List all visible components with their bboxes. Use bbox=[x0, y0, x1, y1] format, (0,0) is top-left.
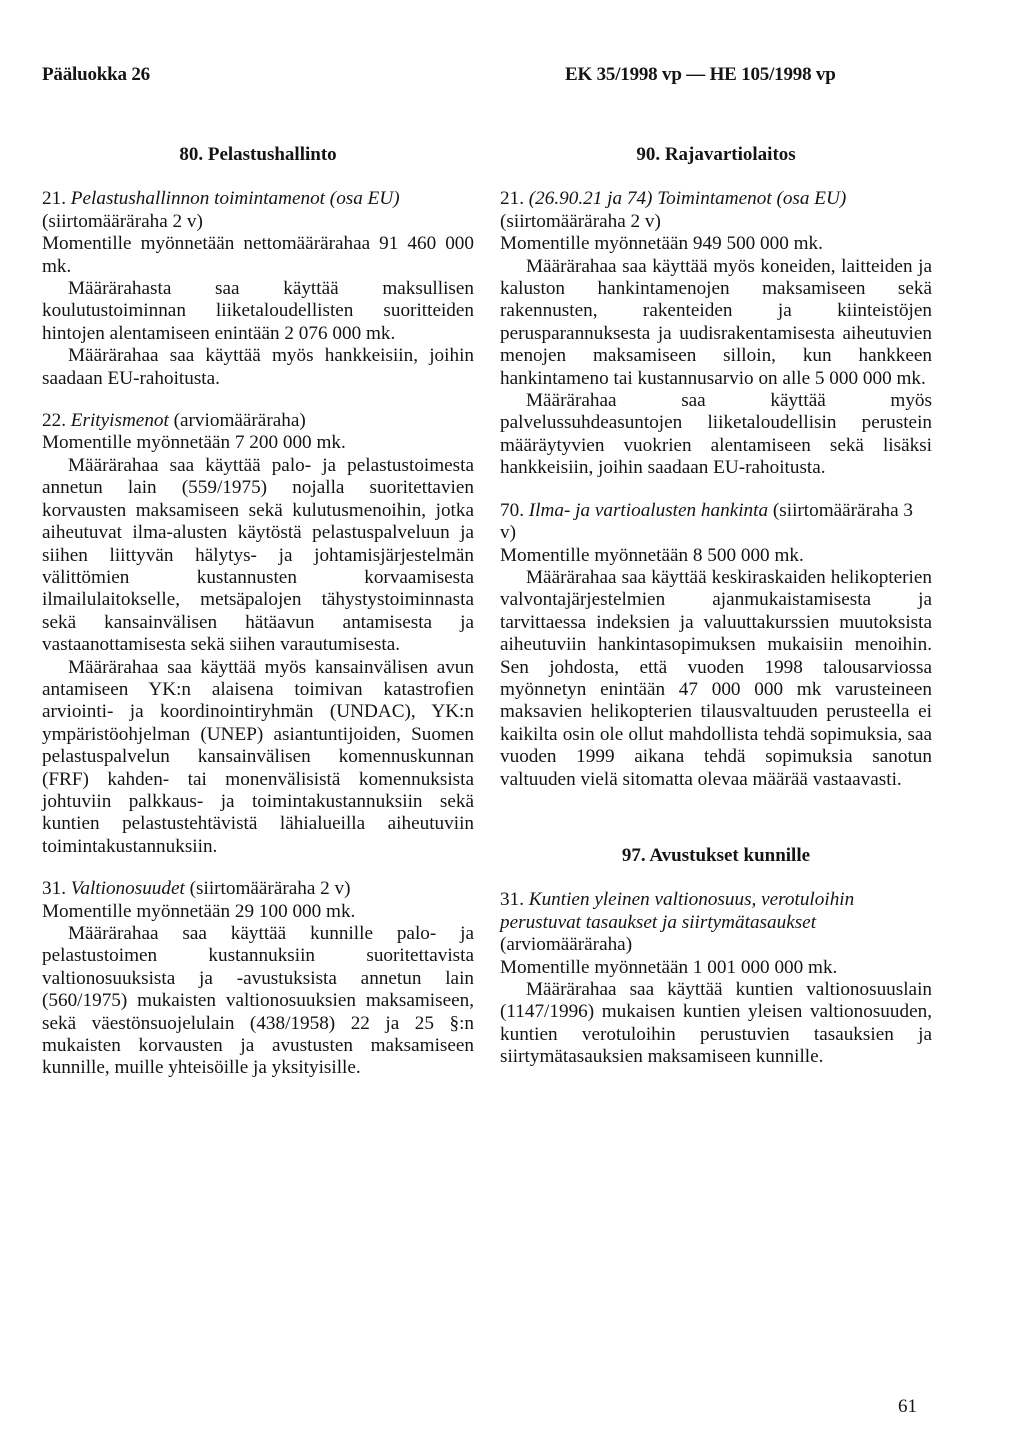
item-kind: (siirtomääräraha 2 v) bbox=[189, 878, 351, 900]
item-name: Kuntien yleinen valtionosuus, verotuloihin perustuvat tasaukset ja siirtymätasaukset bbox=[500, 889, 855, 933]
item-title bbox=[42, 878, 474, 900]
item-97-31 bbox=[500, 889, 932, 1068]
paragraph: Määrärahaa saa käyttää myös koneiden, laitteiden ja kaluston hankintamenojen maksamiseen sekä rakennusten, rakenteiden ja kiinteistöjen perusparannuksesta ja uudisrakentamisesta aiheutuvien menojen maksamiseen silloin, kun hankkeen hankintameno tai kustannusarvio on alle 5 000 000 mk. bbox=[500, 255, 932, 389]
running-head-left: Pääluokka 26 bbox=[42, 64, 150, 85]
item-name: Erityismenot bbox=[70, 410, 169, 432]
appropriation: Momentille myönnetään 8 500 000 mk. bbox=[500, 544, 804, 566]
paragraph: Määrärahaa saa käyttää kunnille palo- ja pelastustoimen kustannuksiin suoritettavista valtionosuuksista ja -avustuksista annetun lain (560/1975) mukaisten valtionosuuksien maksamiseen, sekä väestönsuojelulain (438/1958) 22 ja 25 §:n mukaisten korvausten ja avustusten maksamiseen kunnille, muille yhteisöille ja yksityisille. bbox=[42, 923, 474, 1079]
item-title bbox=[500, 500, 932, 545]
item-number: 31. bbox=[500, 889, 524, 911]
item-number: 21. bbox=[500, 188, 524, 210]
left-column bbox=[42, 144, 474, 1100]
paragraph: Määrärahasta saa käyttää maksullisen koulutustoiminnan liiketaloudellisten suoritteiden hintojen alentamiseen enintään 2 076 000 mk. bbox=[42, 278, 474, 344]
item-number: 21. bbox=[42, 188, 66, 210]
running-head-right: EK 35/1998 vp — HE 105/1998 vp bbox=[565, 64, 836, 85]
item-title bbox=[500, 889, 932, 956]
paragraph: Määrärahaa saa käyttää myös palvelussuhdeasuntojen liiketaloudellisin perustein määräytyvien vuokrien alentamiseen sekä lisäksi hankkeisiin, joihin saadaan EU-rahoitusta. bbox=[500, 390, 932, 479]
item-title bbox=[42, 188, 474, 233]
item-80-22 bbox=[42, 410, 474, 858]
paragraph: Määrärahaa saa käyttää palo- ja pelastustoimesta annetun lain (559/1975) nojalla suoritettavien korvausten maksamiseen sekä kulutusmenoihin, jotka aiheutuvat ilma-alusten käytöstä pelastuspalveluun ja siihen liittyvän hälytys- ja johtamisjärjestelmän välittömien kustannusten korvaamisesta ilmailulaitokselle, metsäpalojen tähystystoiminnasta sekä kansainvälisen hätäavun antamisesta ja vastaanottamisesta sekä siihen varautumisesta. bbox=[42, 454, 474, 656]
appropriation: Momentille myönnetään nettomäärärahaa 91 460 000 mk. bbox=[42, 233, 474, 277]
section-heading-90: 90. Rajavartiolaitos bbox=[636, 144, 796, 165]
item-number: 31. bbox=[42, 878, 66, 900]
item-80-21 bbox=[42, 188, 474, 390]
item-title bbox=[500, 188, 932, 233]
item-name: (26.90.21 ja 74) Toimintamenot bbox=[528, 188, 772, 210]
item-name-suffix: (osa EU) bbox=[776, 188, 847, 210]
item-number: 70. bbox=[500, 499, 524, 521]
appropriation: Momentille myönnetään 1 001 000 000 mk. bbox=[500, 956, 838, 978]
item-80-31 bbox=[42, 878, 474, 1080]
right-column bbox=[500, 144, 932, 1089]
appropriation: Momentille myönnetään 29 100 000 mk. bbox=[42, 900, 356, 922]
item-number: 22. bbox=[42, 410, 66, 432]
item-90-70 bbox=[500, 500, 932, 791]
appropriation: Momentille myönnetään 7 200 000 mk. bbox=[42, 432, 346, 454]
item-kind: (siirtomääräraha 3 v) bbox=[500, 499, 913, 544]
item-kind: (siirtomääräraha 2 v) bbox=[42, 210, 203, 232]
section-heading-97: 97. Avustukset kunnille bbox=[621, 844, 811, 866]
item-kind: (arviomääräraha) bbox=[500, 934, 633, 956]
item-title bbox=[42, 410, 474, 432]
page-number: 61 bbox=[898, 1396, 917, 1417]
item-90-21 bbox=[500, 188, 932, 479]
paragraph: Määrärahaa saa käyttää myös kansainvälisen avun antamiseen YK:n alaisena toimivan katastrofien arviointi- ja koordinointiryhmän (UNDAC), YK:n ympäristöohjelman (UNEP) asiantuntijoiden, Suomen pelastuspalvelun kansainvälisen komennuskunnan (FRF) kahden- tai monenvälisistä komennuksista johtuviin palkkaus- ja toimintakustannuksiin sekä kuntien pelastustehtävistä lähialueilla aiheutuviin toimintakustannuksiin. bbox=[42, 656, 474, 857]
paragraph: Määrärahaa saa käyttää keskiraskaiden helikopterien valvontajärjestelmien ajanmukaistamisesta ja tarvittaessa indeksien ja valuuttakurssien muutoksista aiheutuviin hankintasopimuksen mukaisiin menoihin. Sen johdosta, että vuoden 1998 talousarviossa myönnetyn enintään 47 000 000 mk varusteineen maksavien helikopterien tilausvaltuuden perusteella ei kaikilta osin ole ollut mahdollista tehdä sopimuksia, saa vuoden 1999 aikana tehdä sopimuksia sanotun valtuuden vielä sitomatta olevaa määrää vastaavasti. bbox=[500, 566, 932, 790]
item-name: Valtionosuudet bbox=[70, 878, 185, 900]
item-kind: (siirtomääräraha 2 v) bbox=[500, 210, 661, 232]
paragraph: Määrärahaa saa käyttää myös hankkeisiin, joihin saadaan EU-rahoitusta. bbox=[42, 345, 474, 389]
item-name: Ilma- ja vartioalusten hankinta bbox=[528, 499, 769, 521]
appropriation: Momentille myönnetään 949 500 000 mk. bbox=[500, 233, 823, 255]
item-name: Pelastushallinnon toimintamenot (osa EU) bbox=[70, 188, 400, 210]
section-heading-80: 80. Pelastushallinto bbox=[179, 144, 337, 165]
paragraph: Määrärahaa saa käyttää kuntien valtionosuuslain (1147/1996) mukaisen kuntien yleisen valtionosuuden, kuntien verotuloihin perustuvien tasauksien ja siirtymätasauksien maksamiseen kunnille. bbox=[500, 979, 932, 1068]
item-kind: (arviomääräraha) bbox=[173, 410, 306, 432]
